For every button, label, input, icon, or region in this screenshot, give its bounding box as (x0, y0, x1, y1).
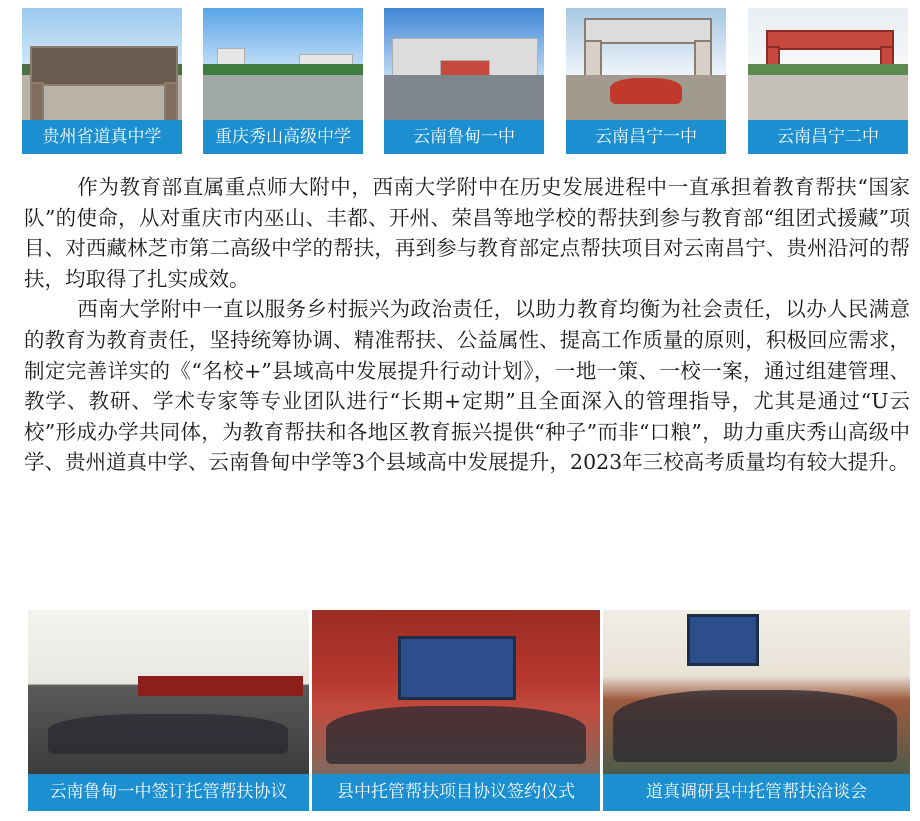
paragraph: 西南大学附中一直以服务乡村振兴为政治责任，以助力教育均衡为社会责任，以办人民满意的教育为教育责任，坚持统筹协调、精准帮扶、公益属性、提高工作质量的原则，积极回应需求，制定完善详实的《“名校+”县域高中发展提升行动计划》，一地一策、一校一案，通过组建管理、教学、教研、学术专家等专业团队进行“长期+定期”且全面深入的管理指导，尤其是通过“U云校”形成办学共同体，为教育帮扶和各地区教育振兴提供“种子”而非“口粮”，助力重庆秀山高级中学、贵州道真中学、云南鲁甸中学等3个县域高中发展提升，2023年三校高考质量均有较大提升。 (24, 297, 910, 475)
photo-caption: 贵州省道真中学 (22, 120, 182, 154)
photo-daozhen-school (22, 8, 182, 154)
top-photo-row (22, 8, 908, 154)
photo-ludian-signing (28, 610, 309, 811)
meeting-room-image (312, 610, 600, 774)
bottom-photo-row (28, 610, 910, 811)
school-gate-image (748, 8, 908, 120)
meeting-room-image (28, 610, 309, 774)
photo-caption: 县中托管帮扶项目协议签约仪式 (312, 774, 600, 811)
school-gate-image (22, 8, 182, 120)
photo-daozhen-talks (603, 610, 910, 811)
photo-xiushan-school (203, 8, 363, 154)
photo-changning-no2 (748, 8, 908, 154)
photo-caption: 道真调研县中托管帮扶洽谈会 (603, 774, 910, 811)
meeting-room-image (603, 610, 910, 774)
paragraph: 作为教育部直属重点师大附中，西南大学附中在历史发展进程中一直承担着教育帮扶“国家队”的使命，从对重庆市内巫山、丰都、开州、荣昌等地学校的帮扶到参与教育部“组团式援藏”项目、对西藏林芝市第二高级中学的帮扶，再到参与教育部定点帮扶项目对云南昌宁、贵州沿河的帮扶，均取得了扎实成效。 (24, 175, 910, 291)
photo-ludian-school (384, 8, 544, 154)
photo-caption: 云南昌宁一中 (566, 120, 726, 154)
photo-changning-no1 (566, 8, 726, 154)
photo-caption: 云南鲁甸一中签订托管帮扶协议 (28, 774, 309, 811)
school-gate-image (566, 8, 726, 120)
building-image (384, 8, 544, 120)
photo-signing-ceremony (312, 610, 600, 811)
campus-image (203, 8, 363, 120)
photo-caption: 云南昌宁二中 (748, 120, 908, 154)
article-body (24, 172, 910, 478)
photo-caption: 云南鲁甸一中 (384, 120, 544, 154)
photo-caption: 重庆秀山高级中学 (203, 120, 363, 154)
